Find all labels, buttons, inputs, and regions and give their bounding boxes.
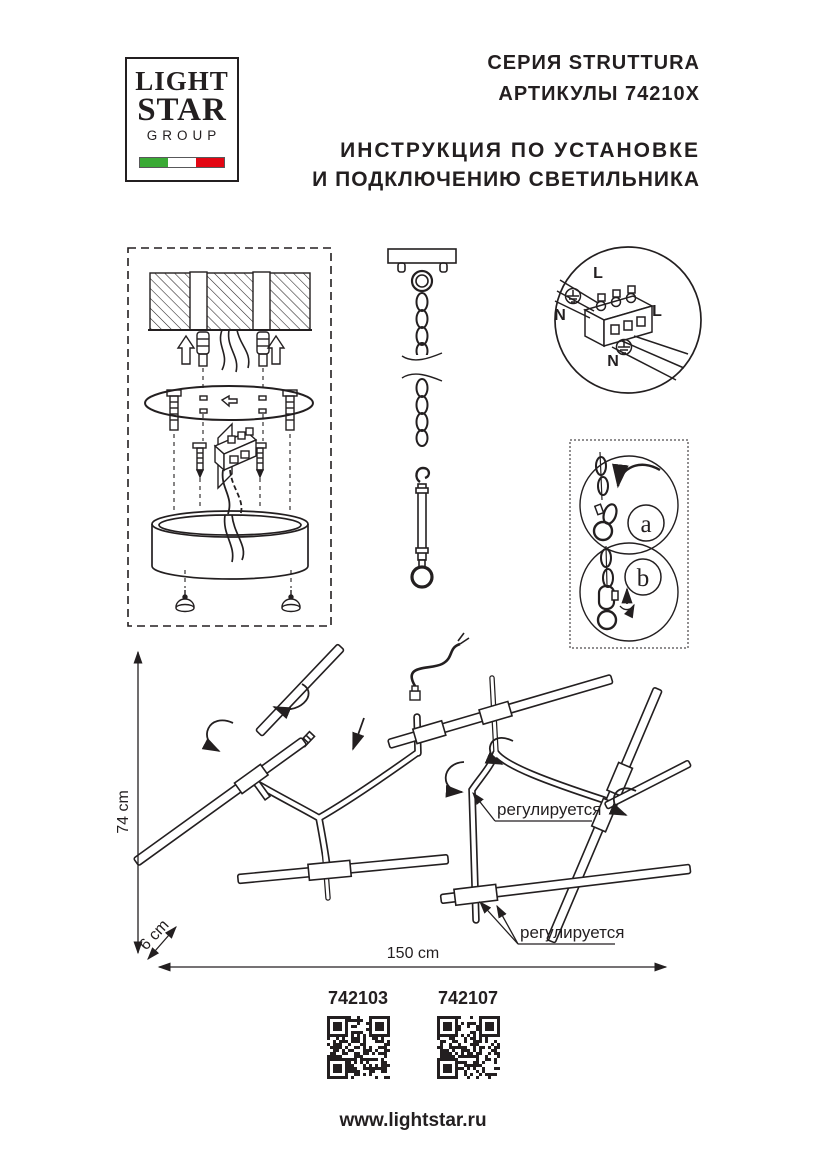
terminal-block bbox=[215, 424, 256, 488]
logo-group: GROUP bbox=[146, 128, 222, 143]
wall-anchor-right bbox=[257, 332, 269, 366]
rotate-arrow-icon bbox=[446, 762, 464, 792]
instruction-title-line1: ИНСТРУКЦИЯ ПО УСТАНОВКЕ bbox=[340, 139, 700, 162]
height-dim-label: 74 cm bbox=[115, 790, 132, 834]
callout-a bbox=[580, 452, 678, 554]
plate-bolt-right bbox=[283, 390, 297, 430]
instruction-title-line2: И ПОДКЛЮЧЕНИЮ СВЕТИЛЬНИКА bbox=[312, 168, 700, 191]
logo-light: LIGHT bbox=[135, 66, 229, 96]
canopy-mounting-detail bbox=[128, 248, 331, 626]
article-number-1: 742103 bbox=[327, 988, 389, 1008]
arrow-up-icon bbox=[268, 336, 284, 364]
label-neutral-in: N bbox=[554, 307, 566, 324]
plate-bolt-left bbox=[167, 390, 181, 430]
power-cord bbox=[410, 633, 469, 700]
screw-left bbox=[193, 443, 206, 477]
label-line-in: L bbox=[593, 265, 603, 282]
wiring-detail bbox=[554, 247, 701, 393]
series-title: СЕРИЯ STRUTTURA bbox=[487, 52, 700, 74]
suspension-chain bbox=[402, 293, 442, 446]
ceiling-bracket bbox=[388, 249, 456, 291]
earth-symbol-left bbox=[566, 289, 581, 304]
adjustable-label-2: регулируется bbox=[520, 923, 625, 942]
ceiling-hatched bbox=[148, 272, 312, 330]
lamp-tube-upper-left bbox=[132, 736, 318, 883]
adjustable-label-1: регулируется bbox=[497, 800, 602, 819]
chain-suspension-detail bbox=[388, 249, 456, 587]
cap-nut-left bbox=[176, 590, 194, 612]
adjustable-callout-2 bbox=[480, 902, 624, 944]
website-url: www.lightstar.ru bbox=[339, 1110, 487, 1131]
adjustable-callout-1 bbox=[473, 793, 601, 821]
rotate-arrow-icon bbox=[207, 720, 233, 751]
article-number-2: 742107 bbox=[437, 988, 499, 1008]
callout-b bbox=[580, 543, 678, 641]
callout-b-label: b bbox=[636, 565, 650, 592]
canopy-cup bbox=[152, 511, 308, 579]
wall-anchor-left bbox=[197, 332, 209, 366]
chandelier-structure bbox=[132, 633, 691, 944]
suspension-rod bbox=[412, 468, 432, 587]
qr-code-742107 bbox=[437, 1016, 500, 1079]
label-line-out: L bbox=[652, 303, 662, 320]
lamp-tube-detached bbox=[256, 644, 345, 736]
cap-nut-right bbox=[282, 590, 300, 612]
lamp-tube-top bbox=[387, 672, 614, 752]
mains-wires bbox=[220, 330, 248, 372]
logo-star: STAR bbox=[137, 92, 227, 128]
width-dim-label: 150 cm bbox=[386, 945, 440, 962]
lamp-tube-lower-left bbox=[237, 851, 449, 887]
arrow-up-icon bbox=[178, 336, 194, 364]
label-neutral-out: N bbox=[607, 353, 619, 370]
wire-terminal-block bbox=[585, 286, 652, 346]
chain-link-callouts bbox=[570, 440, 688, 648]
qr-code-742103 bbox=[327, 1016, 390, 1079]
diameter-dim-label: 6 cm bbox=[136, 916, 173, 954]
callout-a-label: a bbox=[640, 511, 652, 538]
insert-arrow-icon bbox=[353, 718, 364, 749]
article-title: АРТИКУЛЫ 74210X bbox=[498, 83, 700, 105]
